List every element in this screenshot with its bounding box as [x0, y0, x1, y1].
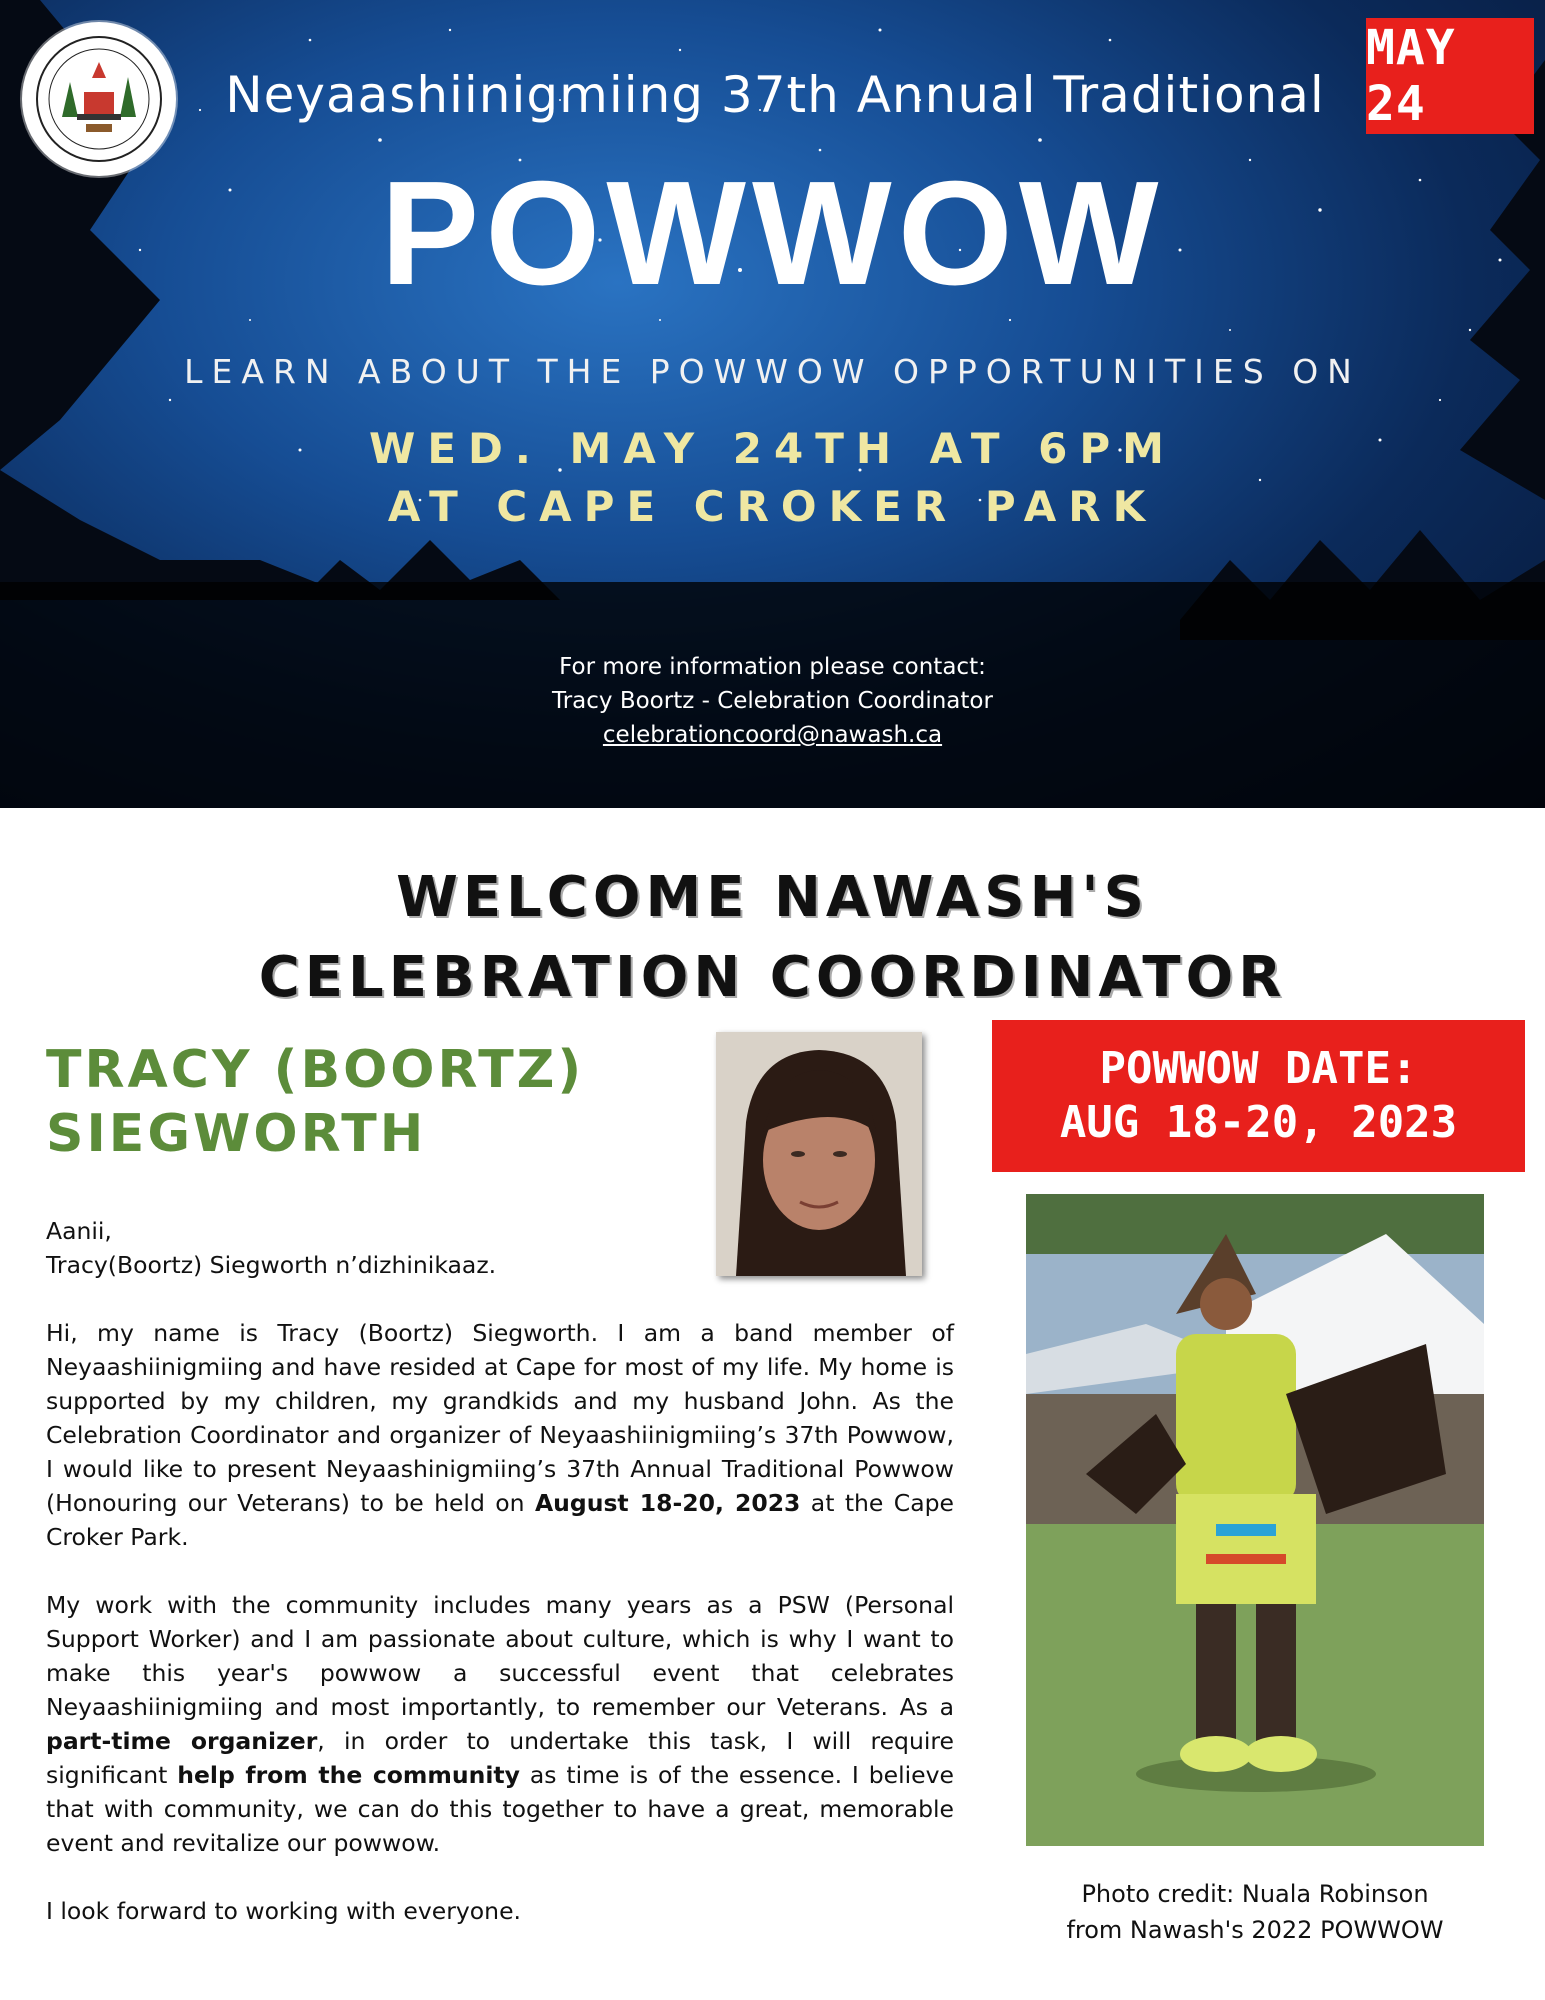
p1-end: at the Cape Croker Park. [46, 1489, 954, 1551]
p2-text-a: My work with the community includes many years as a PSW (Personal Support Worker) and I am passionate about culture, which is why I want to make this year's powwow a successful event that celebrates Neyaashiinigmiing and most importantly, to remember our Veterans. As a [46, 1591, 954, 1721]
contact-info [0, 650, 1545, 752]
contact-email-link[interactable]: celebrationcoord@nawash.ca [602, 722, 943, 748]
powwow-date-box [992, 1020, 1525, 1172]
contact-name: Tracy Boortz - Celebration Coordinator [552, 688, 993, 714]
welcome-heading [0, 858, 1545, 1018]
letter-paragraph-1 [46, 1316, 954, 1554]
greeting-line1: Aanii, [46, 1217, 112, 1245]
welcome-line2: CELEBRATION COORDINATOR [258, 945, 1287, 1010]
event-title: POWWOW [380, 151, 1165, 316]
nawash-logo [22, 22, 176, 176]
meeting-date: WED. MAY 24TH AT 6PM [369, 424, 1176, 473]
contact-intro: For more information please contact: [559, 654, 986, 680]
welcome-line1: WELCOME NAWASH'S [396, 865, 1149, 930]
learn-heading: LEARN ABOUT THE POWWOW OPPORTUNITIES ON [184, 352, 1361, 391]
hero-banner [0, 0, 1545, 808]
logo-emblem-icon [22, 22, 176, 176]
p1-date: August 18-20, 2023 [534, 1489, 801, 1517]
dancer-image [1026, 1194, 1484, 1846]
p2-bold-help: help from the community [177, 1761, 520, 1789]
letter-paragraph-2 [46, 1588, 954, 1860]
photo-credit [1026, 1876, 1484, 1948]
meeting-location: AT CAPE CROKER PARK [387, 482, 1158, 531]
powwow-date-value: AUG 18-20, 2023 [1059, 1097, 1458, 1148]
coordinator-name [46, 1038, 686, 1166]
p1-text: Hi, my name is Tracy (Boortz) Siegworth. I am a band member of Neyaashiinigmiing and have resided at Cape for most of my life. My home is supported by my children, my grandkids and my husband John. As the Celebration Coordinator and organizer of Neyaashiinigmiing’s 37th Powwow, I would like to present Neyaashinigmiing’s 37th Annual Traditional Powwow (Honouring our Veterans) to be held on [46, 1319, 954, 1517]
powwow-date-label: POWWOW DATE: [1099, 1043, 1418, 1094]
meeting-details [0, 420, 1545, 536]
coordinator-name-line2: SIEGWORTH [46, 1104, 427, 1164]
powwow-dancer-photo [1026, 1194, 1484, 1846]
coordinator-letter [46, 1214, 954, 1962]
may-24-badge: MAY 24 [1366, 18, 1534, 134]
p2-bold-organizer: part-time organizer [46, 1727, 318, 1755]
greeting-line2: Tracy(Boortz) Siegworth n’dizhinikaaz. [46, 1251, 497, 1279]
event-subtitle: Neyaashiinigmiing 37th Annual Traditional [225, 66, 1325, 124]
coordinator-name-line1: TRACY (BOORTZ) [46, 1040, 585, 1100]
p2-text-c: as time is of the essence. I believe that with community, we can do this together to have a great, memorable event and revitalize our powwow. [46, 1761, 954, 1857]
p2-text-b: , in order to undertake this task, I will require significant [46, 1727, 954, 1789]
letter-closing: I look forward to working with everyone. [46, 1897, 521, 1925]
photo-credit-line2: from Nawash's 2022 POWWOW [1066, 1916, 1444, 1944]
photo-credit-line1: Photo credit: Nuala Robinson [1081, 1880, 1429, 1908]
